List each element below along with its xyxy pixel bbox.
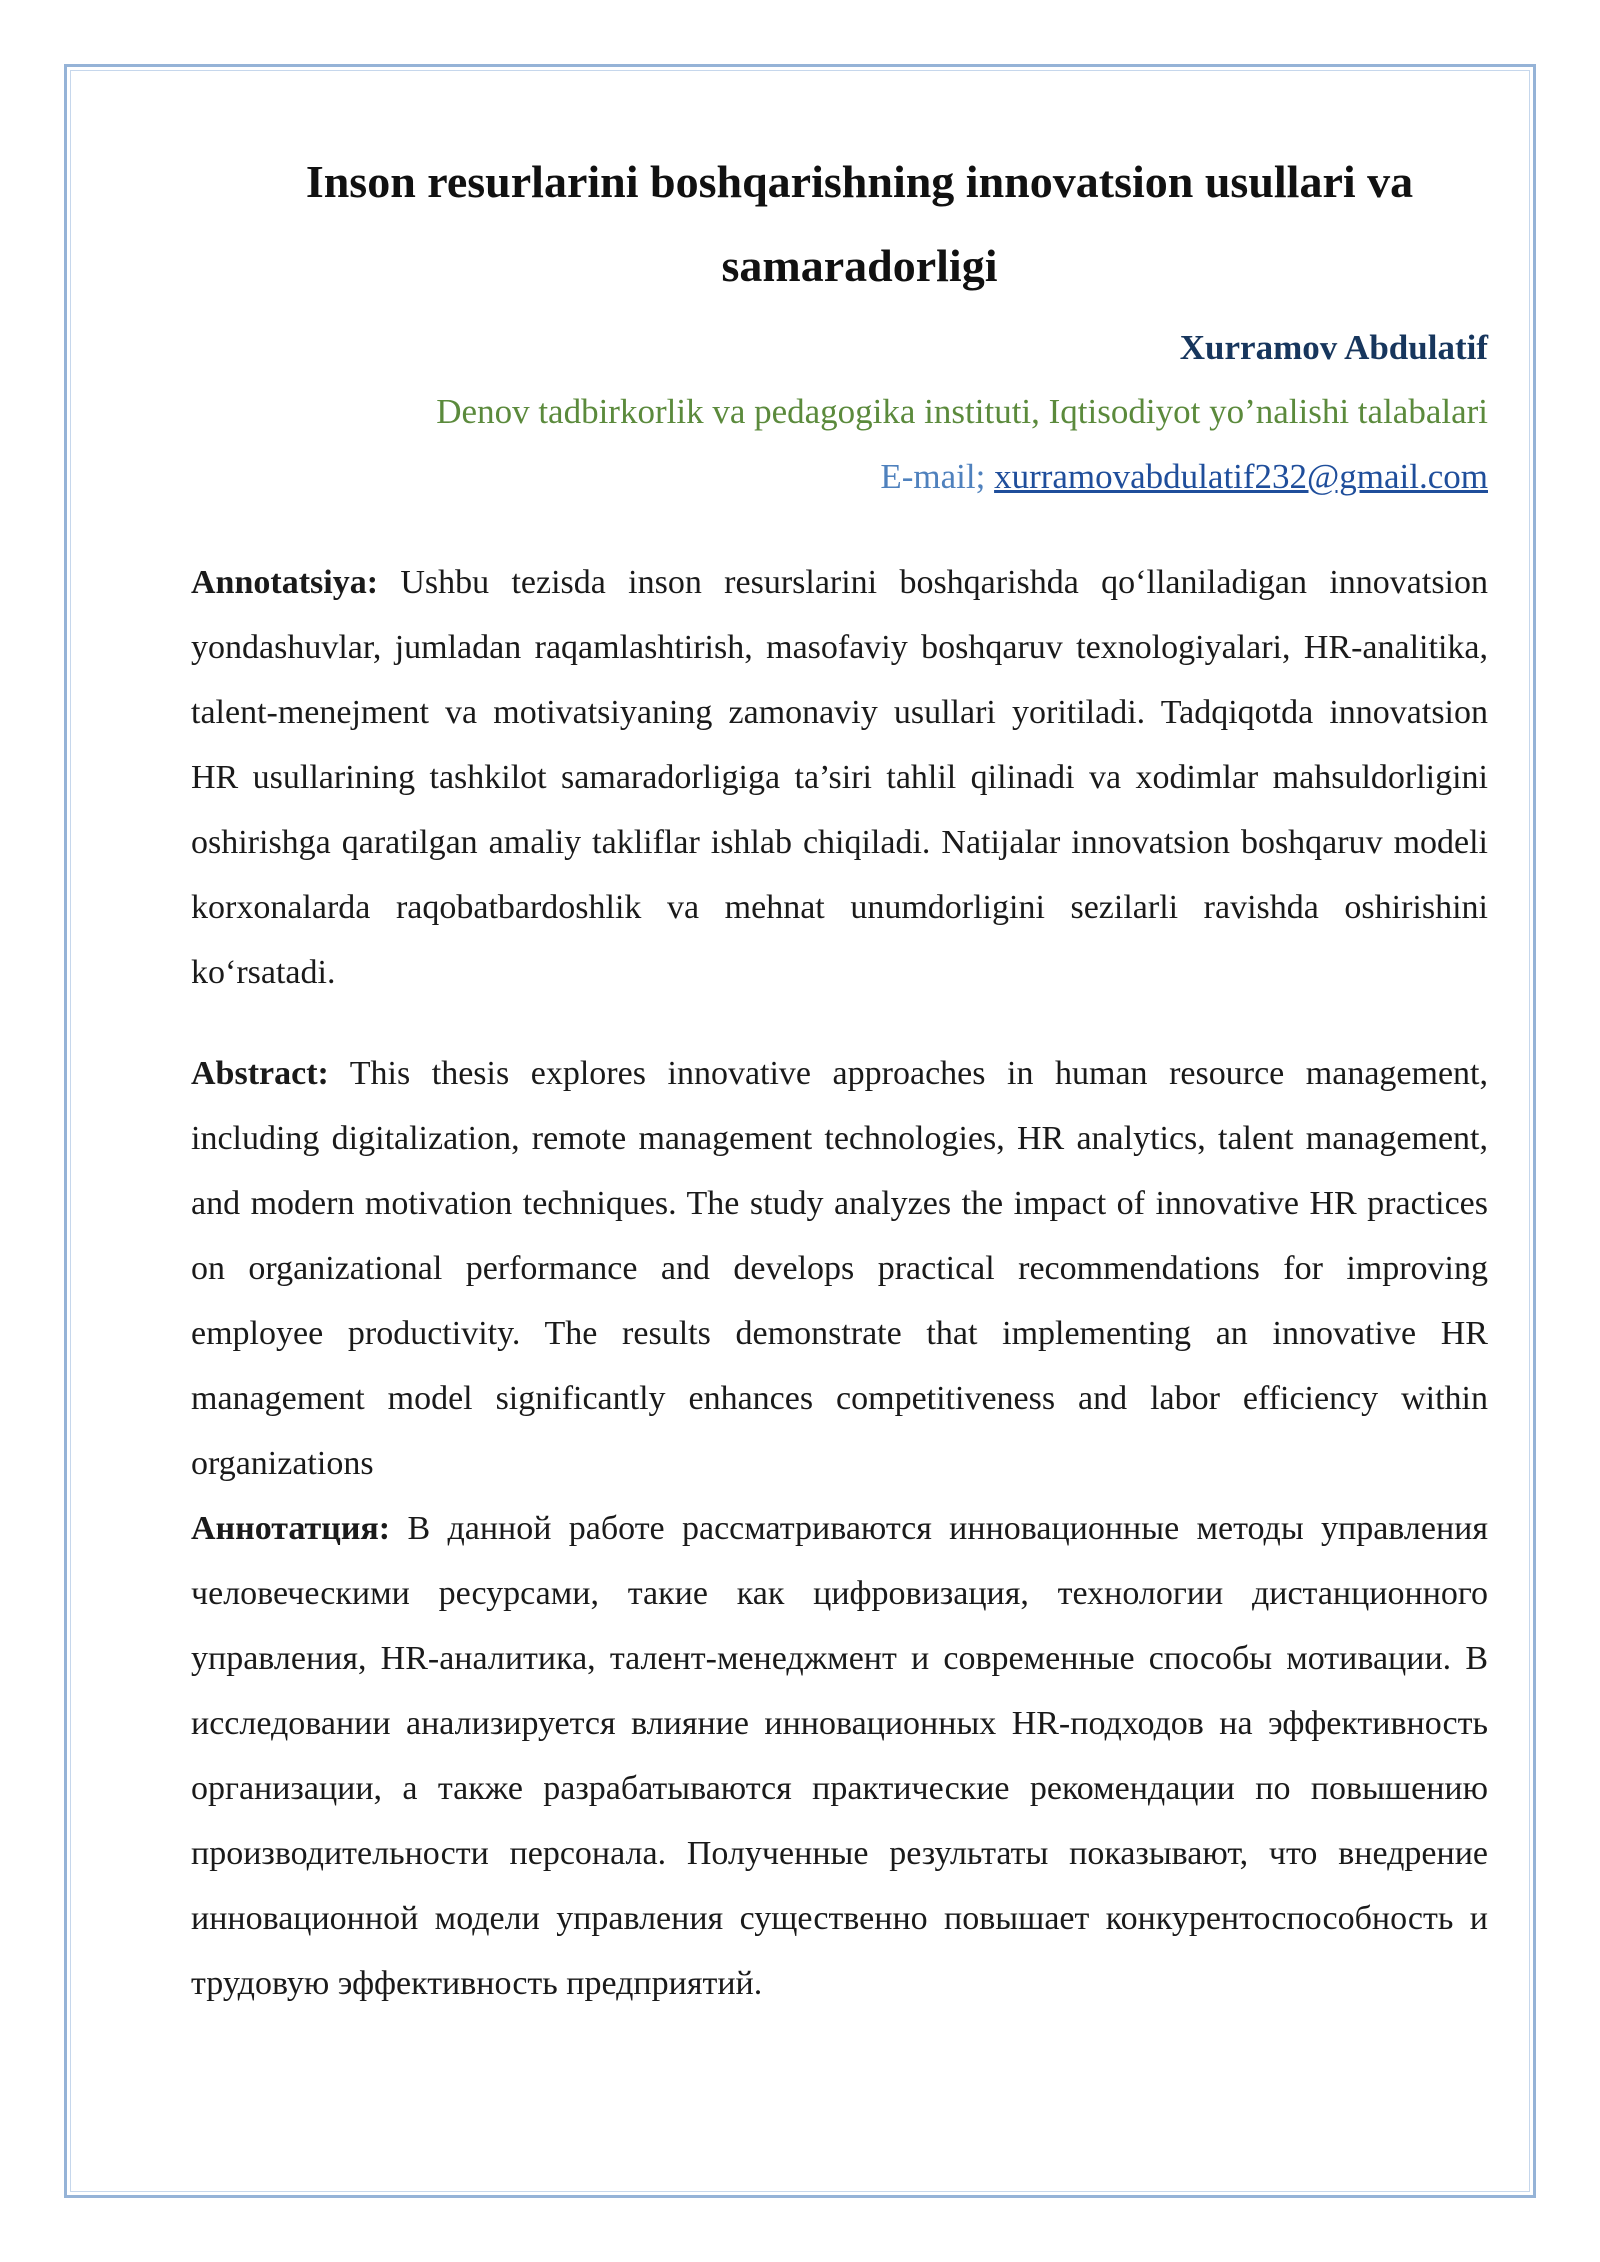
email-label: E-mail; [880, 457, 995, 496]
paper-title: Inson resurlarini boshqarishning innovatsion usullari va samaradorligi [305, 156, 1414, 291]
paper-content [191, 140, 1488, 2016]
email-link[interactable]: xurramovabdulatif232@gmail.com [994, 457, 1488, 496]
abstract-ru-text: В данной работе рассматриваются инновационные методы управления человеческими ресурсами, такие как цифровизация, технологии дистанционного управления, HR-аналитика, талент-менеджмент и современные способы мотивации. В исследовании анализируется влияние инновационных HR-подходов на эффективность организации, а также разрабатываются практические рекомендации по повышению производительности персонала. Полученные результаты показывают, что внедрение инновационной модели управления существенно повышает конкурентоспособность и трудовую эффективность предприятий. [191, 1510, 1488, 2002]
abstract-en-label: Abstract: [191, 1055, 329, 1092]
author-affiliation: Denov tadbirkorlik va pedagogika instituti, Iqtisodiyot yo’nalishi talabalari [436, 392, 1488, 431]
abstract-uz [191, 550, 1488, 1005]
author-name: Xurramov Abdulatif [1179, 328, 1488, 367]
email-line [191, 446, 1488, 508]
abstract-uz-label: Annotatsiya: [191, 564, 379, 601]
abstract-en-text: This thesis explores innovative approaches in human resource management, including digitalization, remote management technologies, HR analytics, talent management, and modern motivation techniques. The study analyzes the impact of innovative HR practices on organizational performance and develops practical recommendations for improving employee productivity. The results demonstrate that implementing an innovative HR management model significantly enhances competitiveness and labor efficiency within organizations [191, 1055, 1488, 1482]
abstract-ru-label: Аннотатция: [191, 1510, 391, 1547]
abstract-uz-text: Ushbu tezisda inson resurslarini boshqarishda qo‘llaniladigan innovatsion yondashuvlar, jumladan raqamlashtirish, masofaviy boshqaruv texnologiyalari, HR-analitika, talent-menejment va motivatsiyaning zamonaviy usullari yoritiladi. Tadqiqotda innovatsion HR usullarining tashkilot samaradorligiga ta’siri tahlil qilinadi va xodimlar mahsuldorligini oshirishga qaratilgan amaliy takliflar ishlab chiqiladi. Natijalar innovatsion boshqaruv modeli korxonalarda raqobatbardoshlik va mehnat unumdorligini sezilarli ravishda oshirishini ko‘rsatadi. [191, 564, 1488, 991]
abstract-en [191, 1041, 1488, 1496]
abstract-ru [191, 1496, 1488, 2016]
